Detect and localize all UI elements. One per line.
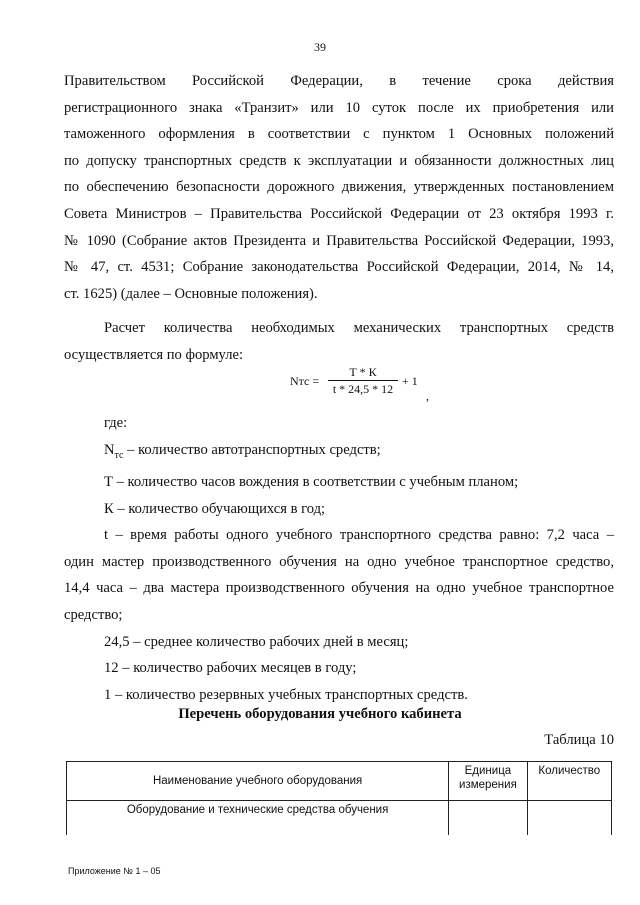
header-quantity: Количество — [527, 762, 611, 801]
table-cell-unit — [449, 801, 527, 836]
formula-comma: , — [426, 389, 429, 403]
text-line: Расчет количества необходимых механических транспортных средств — [104, 320, 614, 336]
text-line: по обеспечению безопасности дорожного движения, утвержденных постановлением — [64, 179, 614, 196]
definition-months: 12 – количество рабочих месяцев в году; — [104, 660, 357, 677]
definition-reserve: 1 – количество резервных учебных транспортных средств. — [104, 686, 468, 703]
ntc-subscript: тс — [114, 449, 124, 461]
table-caption: Таблица 10 — [544, 732, 614, 748]
definition-t-hours: Т – количество часов вождения в соответствии с учебным планом; — [104, 474, 519, 491]
formula-fraction — [328, 365, 398, 396]
definition-t-work-cont: 14,4 часа – два мастера производственного обучения на одно учебное транспортное — [64, 580, 614, 597]
ntc-text: – количество автотранспортных средств; — [123, 441, 381, 458]
text-line: ст. 1625) (далее – Основные положения). — [64, 285, 318, 302]
text-line: регистрационного знака «Транзит» или 10 суток после их приобретения или — [64, 99, 614, 116]
paragraph-registration — [64, 68, 614, 307]
text-line: № 1090 (Собрание актов Президента и Правительства Российской Федерации, 1993, — [64, 232, 614, 249]
page-number: 39 — [314, 40, 326, 54]
formula-rhs: + 1 — [402, 374, 418, 388]
section-heading: Перечень оборудования учебного кабинета — [178, 706, 462, 722]
text-line: № 47, ст. 4531; Собрание законодательства Российской Федерации, 2014, № 14, — [64, 259, 614, 276]
text-line: осуществляется по формуле: — [64, 346, 244, 363]
definition-ntc — [64, 437, 614, 470]
text-line: по допуску транспортных средств к эксплуатации и обязанности должностных лиц — [64, 152, 614, 169]
table-cell-name: Оборудование и технические средства обучения — [67, 801, 449, 836]
page-footer: Приложение № 1 – 05 — [68, 866, 161, 876]
table-row — [67, 801, 612, 836]
table-header-row — [67, 762, 612, 801]
ntc-symbol: N — [104, 441, 115, 458]
fraction-bar — [328, 380, 398, 381]
text-line: таможенного оформления в соответствии с пунктом 1 Основных положений — [64, 126, 614, 143]
formula-numerator: Т * К — [349, 365, 377, 379]
definitions-list — [64, 410, 614, 708]
text-line: Правительством Российской Федерации, в течение срока действия — [64, 73, 614, 89]
equipment-table — [66, 761, 612, 835]
header-equipment-name: Наименование учебного оборудования — [67, 762, 449, 801]
where-label: где: — [104, 415, 128, 431]
formula-lhs: Nтс = — [290, 374, 320, 388]
definition-t-work: t – время работы одного учебного транспортного средства равно: 7,2 часа – — [104, 527, 614, 544]
table-cell-quantity — [527, 801, 611, 836]
definition-k-students: К – количество обучающихся в год; — [104, 500, 326, 517]
paragraph-calculation — [64, 315, 614, 368]
definition-t-work-cont: средство; — [64, 607, 123, 624]
definition-days: 24,5 – среднее количество рабочих дней в месяц; — [104, 633, 409, 650]
text-line: Совета Министров – Правительства Российской Федерации от 23 октября 1993 г. — [64, 205, 614, 222]
definition-t-work-cont: один мастер производственного обучения на одно учебное транспортное средство, — [64, 553, 614, 570]
formula-denominator: t * 24,5 * 12 — [332, 382, 394, 396]
header-unit: Единица измерения — [449, 762, 527, 801]
